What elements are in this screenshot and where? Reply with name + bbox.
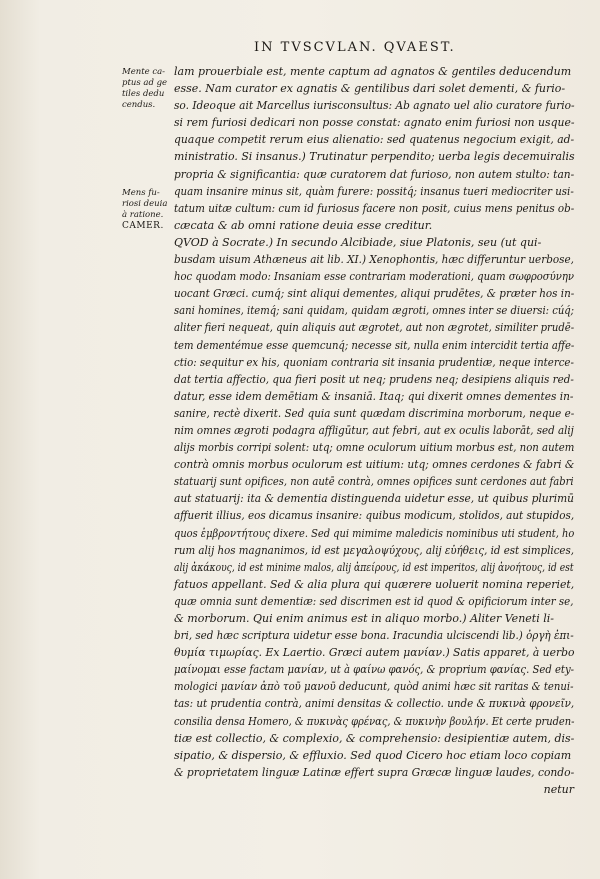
text-line: busdam uisum Athæneus ait lib. XI.) Xenophontis, hæc differuntur uerbose, [174,253,574,267]
text-line: aliter fieri nequeat, quin aliquis aut ægrotet, aut non ægrotet, similiter prudē- [174,321,575,335]
text-line: hoc quodam modo: Insaniam esse contrariam moderationi, quam σωφροσύνην [174,270,574,284]
text-line: nim omnes ægroti podagra affligūtur, aut febri, aut ex oculis laborāt, sed alij [174,423,574,437]
text-line: QVOD à Socrate.) In secundo Alcibiade, siue Platonis, seu (ut qui- [174,235,542,249]
text-line: si rem furiosi dedicari non posse constat: agnato enim furiosi non usque- [174,116,575,130]
text-line: rum alij hos magnanimos, id est μεγαλοψύχους, alij εὐήθεις, id est simplices, [174,543,574,557]
text-line: & morborum. Qui enim animus est in aliquo morbo.) Aliter Veneti li- [174,612,554,625]
text-line: tatum uitæ cultum: cum id furiosus facere non posit, cuius mens penitus ob- [174,201,575,215]
text-line: sani homines, itemq́; sani quidam, quidam ægroti, omnes inter se diuersi: cúq́; [174,304,575,318]
text-line: dat tertia affectio, qua fieri posit ut neq; prudens neq; desipiens aliquis red- [174,372,574,386]
text-line: quaque competit rerum eius alienatio: sed quatenus negocium exigit, ad- [174,133,575,147]
text-line: lam prouerbiale est, mente captum ad agnatos & gentiles deducendum [174,65,572,78]
text-line: uocant Græci. cumq́; sint aliqui dementes, aliqui prudētes, & præter hos in- [174,287,575,301]
text-line: fatuos appellant. Sed & alia plura qui quærere uoluerit nomina reperiet, [174,577,575,591]
text-line: aut statuarij: ita & dementia distinguenda uidetur esse, ut quibus plurimū [174,492,575,506]
text-line: propria & significantia: quæ curatorem dat furioso, non autem stulto: tan- [174,167,575,181]
margin-note-commentator: CAMER. [122,221,164,231]
text-line: sanire, rectè dixerit. Sed quia sunt quædam discrimina morborum, neque e- [174,406,575,420]
text-line: sipatio, & dispersio, & effluxio. Sed quod Cicero hoc etiam loco copiam [174,748,572,762]
text-line: ministratio. Si insanus.) Trutinatur perpendito; uerba legis decemuiralis [174,150,575,164]
margin-note: Mens fu- riosi deuia à ratione. [122,188,168,220]
text-line: tem dementémue esse quemcunq́; necesse sit, nulla enim intercidit tertia affe- [174,338,575,352]
text-line: datur, esse idem demētiam & insaniā. Itaq; qui dixerit omnes dementes in- [174,389,574,403]
text-line: alij ἀκάκους, id est minime malos, alij ἀπείρους, id est imperitos, alij ἀνοήτους, id est [174,560,574,574]
text-line: ctio: sequitur ex his, quoniam contraria sit insania prudentiæ, neque interce- [174,355,574,369]
text-line: θυμία τιμωρίας. Ex Laertio. Græci autem μανίαν.) Satis apparet, à uerbo [174,646,575,660]
text-line: quos ἐμβροντήτους dixere. Sed qui mimime maledicis nominibus uti student, ho [174,526,575,540]
commentary-text [174,63,574,798]
text-line: tiæ est collectio, & complexio, & comprehensio: desipientiæ autem, dis- [174,731,575,745]
text-line: quæ omnia sunt dementiæ: sed discrimen est id quod & opificiorum inter se, [174,594,574,608]
margin-note: Mente ca- ptus ad ge tiles dedu cendus. [122,67,168,110]
text-line: bri, sed hæc scriptura uidetur esse bona. Iracundia ulciscendi lib.) ὀργὴ ἐπι- [174,629,574,643]
text-line: μαίνομαι esse factam μανίαν, ut à φαίνω φανός, & proprium φανίας. Sed ety- [174,663,575,677]
text-line: statuarij sunt opifices, non autē contrà, omnes opifices sunt cerdones aut fabri [174,475,574,489]
text-line: mologici μανίαν ἀπὸ τοῦ μανοῦ deducunt, quòd animi hæc sit raritas & tenui- [174,680,574,694]
text-line: & proprietatem linguæ Latinæ effert supra Græcæ linguæ laudes, condo- [174,765,575,779]
text-line: tas: ut prudentia contrà, animi densitas & collectio. unde & πυκινὰ φρονεῖν, [174,697,575,711]
running-head: IN TVSCVLAN. QVAEST. [254,40,456,55]
text-line: esse. Nam curator ex agnatis & gentilibus dari solet dementi, & furio- [174,82,566,96]
text-line: cæcata & ab omni ratione deuia esse creditur. [174,218,433,232]
text-line: consilia densa Homero, & πυκινὰς φρένας, & πυκινὴν βουλήν. Et certe pruden- [174,714,575,728]
catchword: netur [543,782,574,796]
text-line: alijs morbis corripi solent: utq; omne oculorum uitium morbus est, non autem [174,441,575,455]
text-line: quam insanire minus sit, quàm furere: possitq́; insanus tueri mediocriter usi- [174,184,574,198]
text-line: contrà omnis morbus oculorum est uitium: utq; omnes cerdones & fabri & [174,458,575,472]
text-line: affuerit illius, eos dicamus insanire: quibus modicum, stolidos, aut stupidos, [174,509,575,523]
text-line: so. Ideoque ait Marcellus iurisconsultus: Ab agnato uel alio curatore furio- [174,99,575,113]
